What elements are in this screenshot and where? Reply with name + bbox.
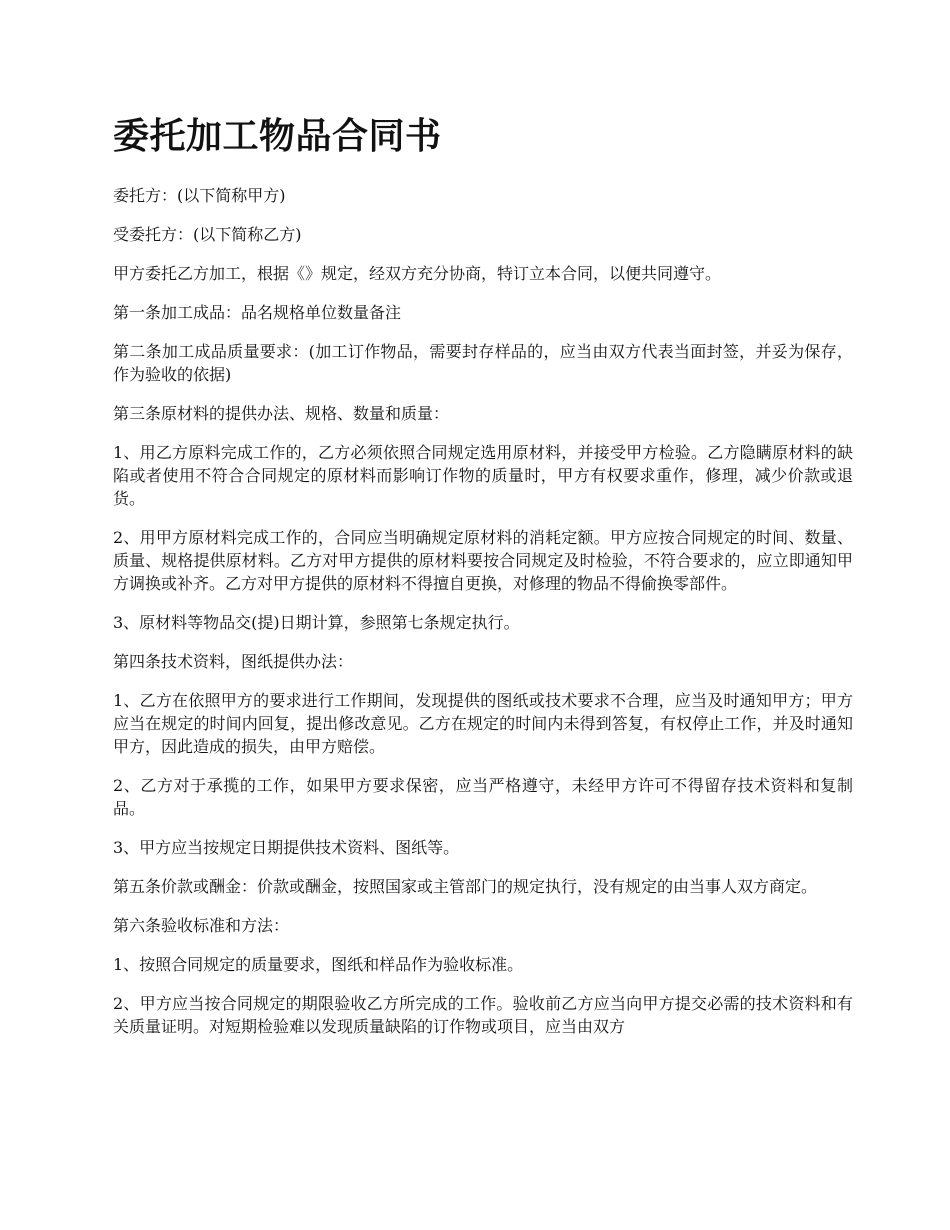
article-2-paragraph: 第二条加工成品质量要求：(加工订作物品，需要封存样品的，应当由双方代表当面封签，并妥为保存，作为验收的依据) [113,342,853,384]
article-4-clause-3: 3、甲方应当按规定日期提供技术资料、图纸等。 [113,838,460,857]
document-title: 委托加工物品合同书 [113,116,442,157]
article-4-clause-1: 1、乙方在依照甲方的要求进行工作期间，发现提供的图纸或技术要求不合理，应当及时通知甲方；甲方应当在规定的时间内回复，提出修改意见。乙方在规定的时间内未得到答复，有权停止工作，并及时通知甲方，因此造成的损失，由甲方赔偿。 [113,691,853,756]
party-b-line: 受委托方：(以下简称乙方) [113,225,302,244]
article-6-clause-2: 2、甲方应当按合同规定的期限验收乙方所完成的工作。验收前乙方应当向甲方提交必需的技术资料和有关质量证明。对短期检验难以发现质量缺陷的订作物或项目，应当由双方 [113,994,853,1036]
article-4-clause-2: 2、乙方对于承揽的工作，如果甲方要求保密，应当严格遵守，未经甲方许可不得留存技术资料和复制品。 [113,776,853,818]
document-page [113,112,853,1054]
article-6-clause-1: 1、按照合同规定的质量要求，图纸和样品作为验收标准。 [113,955,524,974]
article-3-clause-1: 1、用乙方原料完成工作的，乙方必须依照合同规定选用原材料，并接受甲方检验。乙方隐瞒原材料的缺陷或者使用不符合合同规定的原材料而影响订作物的质量时，甲方有权要求重作，修理，减少价款或退货。 [113,443,853,508]
article-3-heading: 第三条原材料的提供办法、规格、数量和质量： [113,404,450,423]
article-1-paragraph: 第一条加工成品：品名规格单位数量备注 [113,303,402,322]
article-6-heading: 第六条验收标准和方法： [113,916,290,935]
preamble-paragraph: 甲方委托乙方加工，根据《》规定，经双方充分协商，特订立本合同，以便共同遵守。 [113,264,722,283]
article-4-heading: 第四条技术资料，图纸提供办法： [113,652,354,671]
party-a-line: 委托方：(以下简称甲方) [113,186,286,205]
article-3-clause-2: 2、用甲方原材料完成工作的，合同应当明确规定原材料的消耗定额。甲方应按合同规定的时间、数量、质量、规格提供原材料。乙方对甲方提供的原材料要按合同规定及时检验，不符合要求的，应立即通知甲方调换或补齐。乙方对甲方提供的原材料不得擅自更换，对修理的物品不得偷换零部件。 [113,528,853,593]
article-5-paragraph: 第五条价款或酬金：价款或酬金，按照国家或主管部门的规定执行，没有规定的由当事人双方商定。 [113,877,818,896]
article-3-clause-3: 3、原材料等物品交(提)日期计算，参照第七条规定执行。 [113,613,520,632]
